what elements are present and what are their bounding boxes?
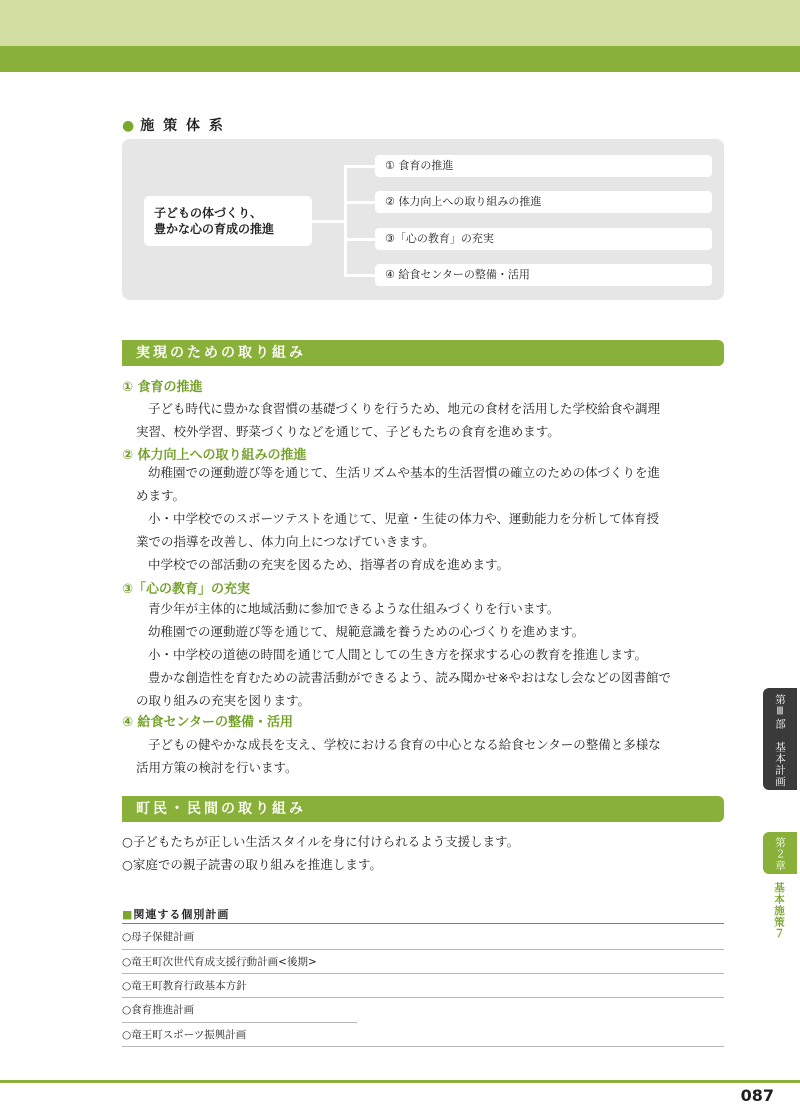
- connector-branch-2: [344, 201, 375, 204]
- related-plan-item: ○食育推進計画: [122, 1004, 195, 1016]
- text-line: 幼稚園での運動遊び等を通じて、規範意識を養うための心づくりを進めます。: [148, 624, 585, 639]
- connector-vertical: [344, 165, 347, 275]
- scheme-main-line1: 子どもの体づくり、: [154, 206, 263, 220]
- policy-scheme-diagram: [122, 139, 724, 300]
- section-title-text: 施 策 体 系: [140, 118, 225, 134]
- paragraph-lunch-center: [122, 733, 728, 779]
- footer-band: [0, 1080, 800, 1083]
- scheme-main-line2: 豊かな心の育成の推進: [154, 222, 275, 236]
- text-line: 青少年が主体的に地域活動に参加できるような仕組みづくりを行います。: [148, 601, 560, 616]
- sub-heading-fitness: ② 体力向上への取り組みの推進: [122, 448, 307, 463]
- scheme-item-4: ④ 給食センターの整備・活用: [375, 264, 712, 286]
- private-item-1: ○子どもたちが正しい生活スタイルを身に付けられるよう支援します。: [122, 834, 520, 849]
- scheme-item-3: ③「心の教育」の充実: [375, 228, 712, 250]
- related-plans-title: [122, 906, 229, 922]
- section-title: [122, 115, 225, 135]
- realization-heading: 実現のための取り組み: [122, 340, 724, 366]
- connector-branch-4: [344, 274, 375, 277]
- text-line: 活用方策の検討を行います。: [136, 760, 298, 775]
- connector-branch-3: [344, 238, 375, 241]
- text-line: 実習、校外学習、野菜づくりなどを通じて、子どもたちの食育を進めます。: [136, 424, 560, 439]
- text-line: 幼稚園での運動遊び等を通じて、生活リズムや基本的生活習慣の確立のための体づくりを進: [148, 465, 661, 480]
- side-tab-part-text: 第Ⅲ部 基本計画: [774, 694, 786, 788]
- private-sector-heading: 町民・民間の取り組み: [122, 796, 724, 822]
- paragraph-fitness: [122, 461, 728, 576]
- text-line: 小・中学校でのスポーツテストを通じて、児童・生徒の体力や、運動能力を分析して体育授: [148, 511, 660, 526]
- text-line: 小・中学校の道徳の時間を通じて人間としての生き方を探求する心の教育を推進します。: [148, 647, 648, 662]
- text-line: 業での指導を改善し、体力向上につなげていきます。: [136, 534, 435, 549]
- scheme-item-2: ② 体力向上への取り組みの推進: [375, 191, 712, 213]
- sub-heading-food-education: ① 食育の推進: [122, 380, 203, 395]
- scheme-item-1: ① 食育の推進: [375, 155, 712, 177]
- bullet-dot-icon: ●: [122, 118, 137, 134]
- side-tab-part: [763, 688, 797, 790]
- related-plan-item: ○竜王町教育行政基本方針: [122, 980, 247, 992]
- side-tab-measure-text: 基本施策７: [773, 882, 785, 940]
- scheme-main-box: [144, 196, 312, 246]
- private-item-2: ○家庭での親子読書の取り組みを推進します。: [122, 857, 382, 872]
- header-bar: [0, 46, 800, 72]
- page-number: 087: [740, 1086, 774, 1105]
- sub-heading-heart-education: ③「心の教育」の充実: [122, 582, 251, 597]
- sub-heading-lunch-center: ④ 給食センターの整備・活用: [122, 715, 294, 730]
- square-bullet-icon: ■: [122, 908, 134, 921]
- related-plan-item: ○母子保健計画: [122, 931, 195, 943]
- text-line: 子どもの健やかな成長を支え、学校における食育の中心となる給食センターの整備と多様な: [148, 737, 661, 752]
- connector-branch-1: [344, 165, 375, 168]
- related-plan-item: ○竜王町スポーツ振興計画: [122, 1029, 247, 1041]
- header-band: [0, 0, 800, 46]
- text-line: 子ども時代に豊かな食習慣の基礎づくりを行うため、地元の食材を活用した学校給食や調理: [148, 401, 661, 416]
- related-divider: [122, 1046, 724, 1047]
- text-line: 中学校での部活動の充実を図るため、指導者の育成を進めます。: [148, 557, 510, 572]
- related-plan-item: ○竜王町次世代育成支援行動計画<後期>: [122, 956, 317, 968]
- related-divider: [122, 923, 724, 924]
- side-tab-chapter: [763, 832, 797, 874]
- connector-horizontal: [312, 220, 346, 223]
- text-line: の取り組みの充実を図ります。: [136, 693, 311, 708]
- paragraph-food-education: [122, 397, 728, 443]
- side-tab-chapter-text: 第２章: [774, 837, 786, 872]
- paragraph-heart-education: [122, 597, 728, 712]
- text-line: めます。: [136, 488, 186, 503]
- text-line: 豊かな創造性を育むための読書活動ができるよう、読み聞かせ※やおはなし会などの図書館で: [148, 670, 671, 685]
- related-plans-title-text: 関連する個別計画: [133, 908, 230, 921]
